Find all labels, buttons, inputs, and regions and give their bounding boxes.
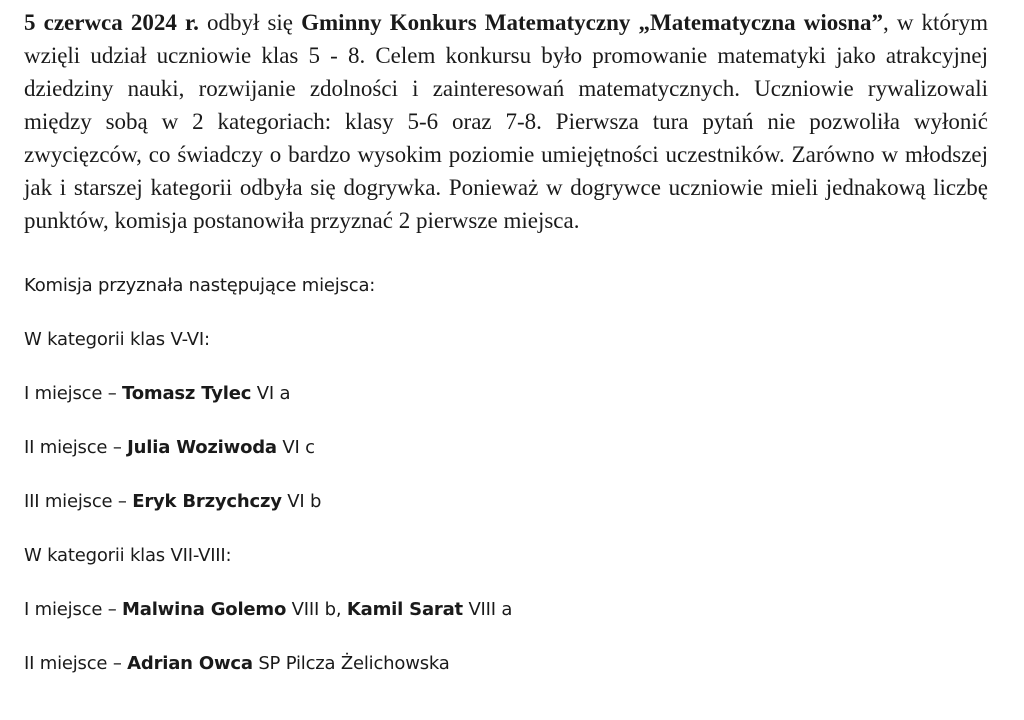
- winner-name: Tomasz Tylec: [122, 383, 252, 404]
- place-label: I miejsce –: [24, 599, 123, 620]
- place-label: III miejsce –: [24, 491, 133, 512]
- winner-class: VIII b,: [286, 599, 347, 620]
- category-heading-7-8: W kategorii klas VII-VIII:: [24, 545, 232, 566]
- awards-intro: Komisja przyznała następujące miejsca:: [24, 275, 376, 296]
- winner-class: VIII a: [462, 599, 513, 620]
- place-label: II miejsce –: [24, 653, 128, 674]
- award-row: [24, 491, 988, 513]
- contest-name: Gminny Konkurs Matematyczny „Matematyczna wiosna”: [301, 10, 883, 35]
- award-row: [24, 437, 988, 459]
- award-row: [24, 653, 988, 675]
- winner-name: Julia Woziwoda: [127, 437, 277, 458]
- award-row: [24, 599, 988, 621]
- winner-name: Kamil Sarat: [346, 599, 463, 620]
- place-label: II miejsce –: [24, 437, 128, 458]
- category-heading-5-6: W kategorii klas V-VI:: [24, 329, 210, 350]
- winner-name: Eryk Brzychczy: [132, 491, 282, 512]
- intro-verb: odbył się: [198, 10, 302, 35]
- winner-name: Adrian Owca: [127, 653, 253, 674]
- awards-list: [24, 275, 988, 675]
- intro-paragraph: [24, 6, 988, 237]
- winner-class: VI a: [251, 383, 291, 404]
- intro-body: , w którym wzięli udział uczniowie klas 5 - 8. Celem konkursu było promowanie matematyki jako atrakcyjnej dziedziny nauki, rozwijanie zdolności i zainteresowań matematycznych. Uczniowie rywalizowali między sobą w 2 kategoriach: klasy 5-6 oraz 7-8. Pierwsza tura pytań nie pozwoliła wyłonić zwycięzców, co świadczy o bardzo wysokim poziomie umiejętności uczestników. Zarówno w młodszej jak i starszej kategorii odbyła się dogrywka. Ponieważ w dogrywce uczniowie mieli jednakową liczbę punktów, komisja postanowiła przyznać 2 pierwsze miejsca.: [24, 10, 988, 233]
- winner-class: VI b: [281, 491, 322, 512]
- winner-school: SP Pilcza Żelichowska: [252, 653, 450, 674]
- document-page: [24, 6, 988, 707]
- winner-class: VI c: [276, 437, 315, 458]
- event-date: 5 czerwca 2024 r.: [24, 10, 199, 35]
- award-row: [24, 383, 988, 405]
- place-label: I miejsce –: [24, 383, 123, 404]
- winner-name: Malwina Golemo: [122, 599, 287, 620]
